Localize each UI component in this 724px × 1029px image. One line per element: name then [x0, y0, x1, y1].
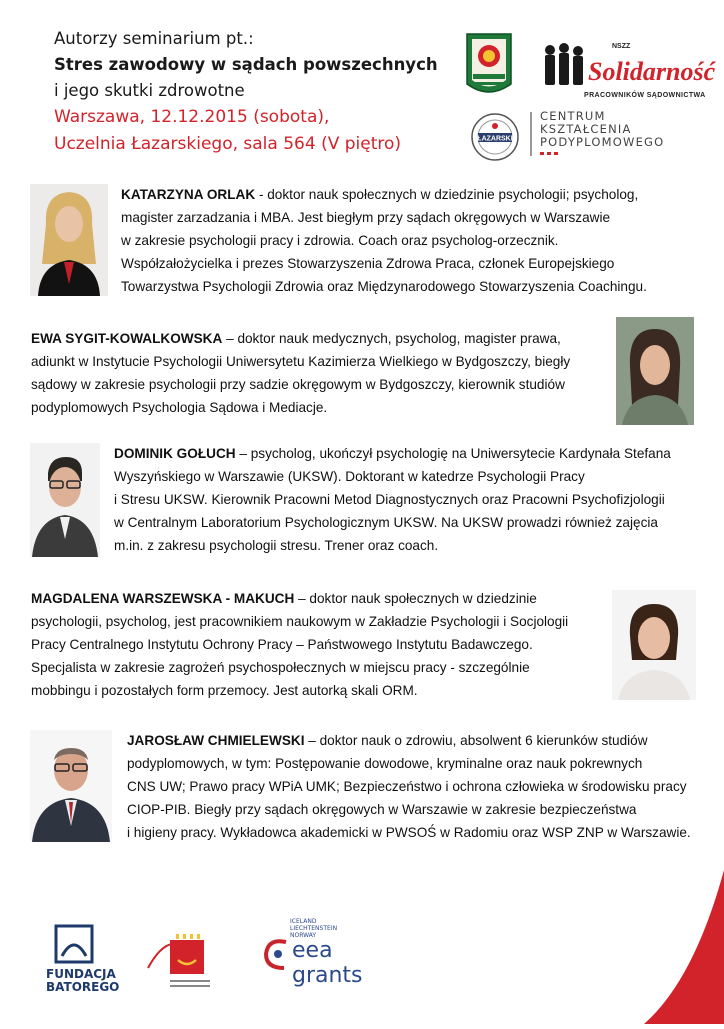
- bio-line: Towarzystwa Psychologii Zdrowia oraz Międzynarodowego Stowarzyszenia Coachingu.: [121, 279, 647, 294]
- bio-katarzyna-orlak: [121, 183, 647, 298]
- bio-line: i higieny pracy. Wykładowca akademicki w PWSOŚ w Radomiu oraz WSP ZNP w Warszawie.: [127, 825, 691, 840]
- eea-country-2: LIECHTENSTEIN: [290, 925, 338, 932]
- ckp-logo: [530, 110, 680, 160]
- bio-ewa-sygit-kowalkowska: [31, 327, 570, 419]
- solidarnosc-subtitle: PRACOWNIKÓW SĄDOWNICTWA: [584, 92, 706, 99]
- union-emblem-logo: [463, 30, 515, 102]
- eea-word: eea: [292, 938, 333, 963]
- bio-name: MAGDALENA WARSZEWSKA - MAKUCH: [31, 591, 295, 606]
- ckp-divider: [530, 112, 532, 156]
- bio-line: mobbingu i pozostałych form przemocy. Jest autorką skali ORM.: [31, 683, 418, 698]
- ckp-line-2: KSZTAŁCENIA: [540, 122, 632, 136]
- seminar-subtitle: i jego skutki zdrowotne: [54, 81, 245, 100]
- bio-line: Wyszyńskiego w Warszawie (UKSW). Doktorant w katedrze Psychologii Pracy: [114, 469, 585, 484]
- bio-line: i Stresu UKSW. Kierownik Pracowni Metod Diagnostycznych oraz Pracowni Psychofizjologii: [114, 492, 665, 507]
- bio-line: m.in. z zakresu psychologii stresu. Trener oraz coach.: [114, 538, 439, 553]
- batory-line-1: FUNDACJA: [46, 967, 116, 981]
- batory-line-2: BATOREGO: [46, 980, 120, 994]
- grants-word: grants: [292, 963, 363, 988]
- bio-line: w zakresie psychologii pracy i zdrowia. Coach oraz psycholog-orzecznik.: [121, 233, 559, 248]
- bio-jaroslaw-chmielewski: [127, 729, 691, 844]
- bio-name: KATARZYNA ORLAK: [121, 187, 256, 202]
- bio-line: CIOP-PIB. Biegły przy sądach okręgowych w Warszawie w zakresie bezpieczeństwa: [127, 802, 637, 817]
- bio-name: JAROSŁAW CHMIELEWSKI: [127, 733, 305, 748]
- bio-line: psychologii, psycholog, jest pracownikiem naukowym w Zakładzie Psychologii i Socjologii: [31, 614, 569, 629]
- bio-line: podyplomowych Psychologia Sądowa i Mediacje.: [31, 400, 328, 415]
- eea-country-3: NORWAY: [290, 932, 317, 939]
- bio-line: Pracy Centralnego Instytutu Ochrony Pracy – Państwowego Instytutu Badawczego.: [31, 637, 533, 652]
- portrait-ewa-sygit-kowalkowska: [616, 317, 694, 425]
- bio-line: sądowy w zakresie psychologii przy sadzie okręgowym w Bydgoszczy, kierownik studiów: [31, 377, 565, 392]
- portrait-magdalena-warszewska-makuch: [612, 590, 696, 700]
- portrait-katarzyna-orlak: [30, 184, 108, 296]
- fundacja-batorego-logo: [46, 924, 122, 1000]
- portrait-jaroslaw-chmielewski: [30, 730, 112, 842]
- bio-line: w Centralnym Laboratorium Psychologicznym UKSW. Na UKSW prowadzi również zajęcia: [114, 515, 658, 530]
- bio-line: MAGDALENA WARSZEWSKA - MAKUCH – doktor nauk społecznych w dziedzinie: [31, 591, 537, 606]
- corner-decoration: [634, 870, 724, 1024]
- seminar-venue: Uczelnia Łazarskiego, sala 564 (V piętro): [54, 134, 402, 154]
- bio-line: CNS UW; Prawo pracy WPiA UMK; Bezpieczeństwo i ochrona człowieka w środowisku pracy: [127, 779, 687, 794]
- ckp-dots: [540, 152, 664, 155]
- eea-swirl-icon: [262, 934, 292, 974]
- lazarski-university-logo: [470, 112, 520, 162]
- bio-line: magister zarzadzania i MBA. Jest biegłym przy sądach okręgowych w Warszawie: [121, 210, 611, 225]
- portrait-dominik-goluch: [30, 443, 100, 557]
- bio-line: KATARZYNA ORLAK - doktor nauk społecznych w dziedzinie psychologii; psycholog,: [121, 187, 639, 202]
- svg-text:ŁAZARSKI: ŁAZARSKI: [477, 135, 513, 143]
- seminar-title: Stres zawodowy w sądach powszechnych: [54, 55, 438, 74]
- bio-line: Współzałożycielka i prezes Stowarzyszenia Zdrowa Praca, członek Europejskiego: [121, 256, 615, 271]
- seminar-header: [54, 26, 454, 158]
- header-intro: Autorzy seminarium pt.:: [54, 29, 254, 48]
- solidarnosc-nszz: NSZZ: [612, 43, 631, 50]
- bio-line: Specjalista w zakresie zagrożeń psychospołecznych w miejscu pracy - szczególnie: [31, 660, 530, 675]
- bio-line: JAROSŁAW CHMIELEWSKI – doktor nauk o zdrowiu, absolwent 6 kierunków studiów: [127, 733, 648, 748]
- svg-text:Solidarność: Solidarność: [588, 57, 716, 86]
- seminar-date: Warszawa, 12.12.2015 (sobota),: [54, 107, 330, 127]
- bio-line: podyplomowych, w tym: Postępowanie dowodowe, kryminalne oraz nauk pokrewnych: [127, 756, 643, 771]
- eea-country-1: ICELAND: [290, 918, 317, 925]
- bio-line: EWA SYGIT-KOWALKOWSKA – doktor nauk medycznych, psycholog, magister prawa,: [31, 331, 561, 346]
- polish-children-youth-foundation-logo: [146, 924, 216, 998]
- bio-magdalena-warszewska-makuch: [31, 587, 568, 702]
- bio-line: DOMINIK GOŁUCH – psycholog, ukończył psychologię na Uniwersytecie Kardynała Stefana: [114, 446, 671, 461]
- bio-name: DOMINIK GOŁUCH: [114, 446, 236, 461]
- solidarnosc-logo: [540, 40, 716, 102]
- eea-grants-logo: [262, 918, 382, 998]
- ckp-line-3: PODYPLOMOWEGO: [540, 135, 665, 149]
- bio-dominik-goluch: [114, 442, 671, 557]
- bio-name: EWA SYGIT-KOWALKOWSKA: [31, 331, 223, 346]
- bio-line: adiunkt w Instytucie Psychologii Uniwersytetu Kazimierza Wielkiego w Bydgoszczy, biegły: [31, 354, 571, 369]
- ckp-line-1: CENTRUM: [540, 109, 606, 123]
